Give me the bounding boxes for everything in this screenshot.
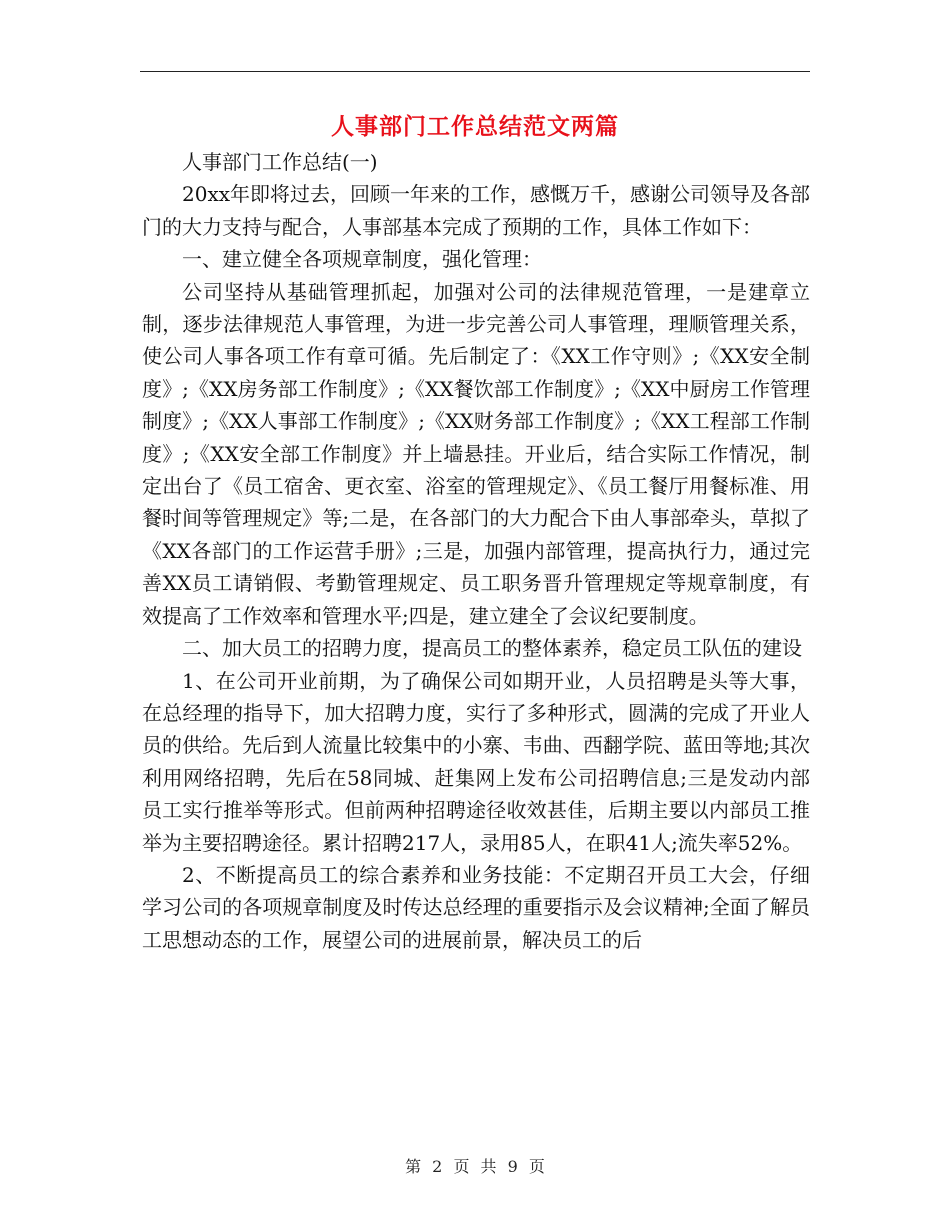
section-heading: 人事部门工作总结(一): [182, 150, 378, 174]
header-rule: [140, 71, 810, 72]
paragraph: 公司坚持从基础管理抓起，加强对公司的法律规范管理，一是建章立制，逐步法律规范人事管理，为进一步完善公司人事管理，理顺管理关系，使公司人事各项工作有章可循。先后制定了：《XX工作守则》;《XX安全制度》;《XX房务部工作制度》;《XX餐饮部工作制度》;《XX中厨房工作管理制度》;《XX人事部工作制度》;《XX财务部工作制度》;《XX工程部工作制度》;《XX安全部工作制度》并上墙悬挂。开业后，结合实际工作情况，制定出台了《员工宿舍、更衣室、浴室的管理规定》、《员工餐厅用餐标准、用餐时间等管理规定》等;二是，在各部门的大力配合下由人事部牵头，草拟了《XX各部门的工作运营手册》;三是，加强内部管理，提高执行力，通过完善XX员工请销假、考勤管理规定、员工职务晋升管理规定等规章制度，有效提高了工作效率和管理水平;四是，建立建全了会议纪要制度。: [142, 279, 810, 628]
document-body: [142, 146, 810, 956]
paragraph: 2、不断提高员工的综合素养和业务技能：不定期召开员工大会，仔细学习公司的各项规章制度及时传达总经理的重要指示及会议精神;全面了解员工思想动态的工作，展望公司的进展前景，解决员工的后: [142, 862, 810, 952]
paragraph: 20xx年即将过去，回顾一年来的工作，感慨万千，感谢公司领导及各部门的大力支持与配合，人事部基本完成了预期的工作，具体工作如下：: [142, 182, 811, 239]
subheading: 二、加大员工的招聘力度，提高员工的整体素养，稳定员工队伍的建设: [182, 636, 802, 661]
document-title: 人事部门工作总结范文两篇: [331, 113, 619, 140]
subheading: 一、建立健全各项规章制度，强化管理：: [182, 247, 542, 272]
page-footer: 第 2 页 共 9 页: [405, 1157, 545, 1176]
paragraph: 1、在公司开业前期，为了确保公司如期开业，人员招聘是头等大事，在总经理的指导下，加大招聘力度，实行了多种形式，圆满的完成了开业人员的供给。先后到人流量比较集中的小寨、韦曲、西翻学院、蓝田等地;其次利用网络招聘，先后在58同城、赶集网上发布公司招聘信息;三是发动内部员工实行推举等形式。但前两种招聘途径收效甚佳，后期主要以内部员工推举为主要招聘途径。累计招聘217人，录用85人，在职41人;流失率52%。: [142, 668, 810, 855]
